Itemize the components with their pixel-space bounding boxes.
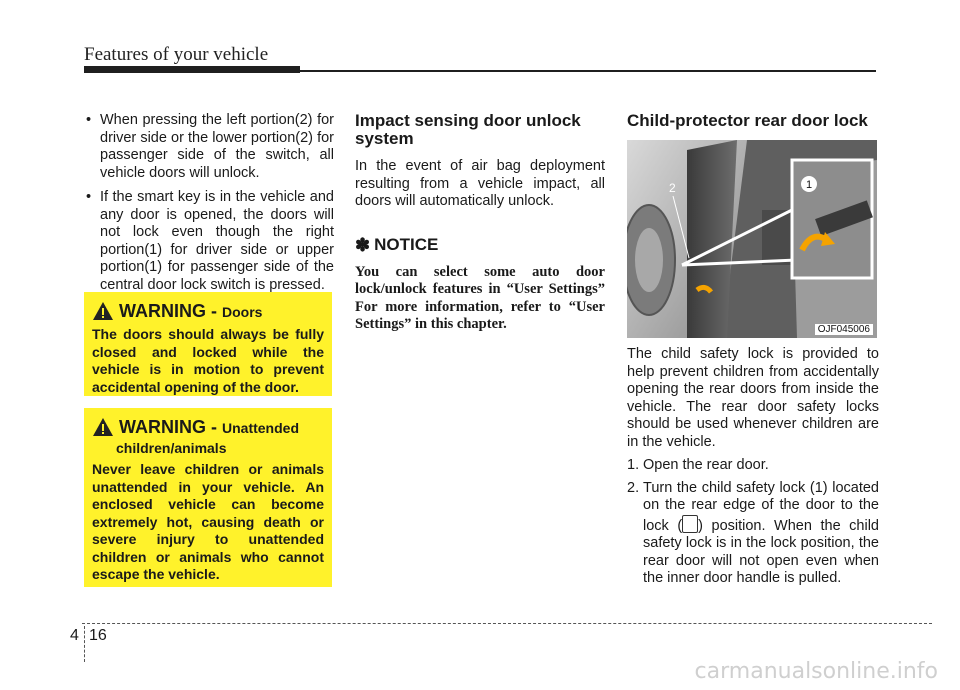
footer-divider: [84, 626, 85, 662]
step-number: 2.: [627, 479, 640, 496]
warning-word: WARNING -: [119, 301, 222, 321]
photo-code-label: OJF045006: [815, 324, 873, 335]
step-item: [627, 480, 879, 588]
notice-title: NOTICE: [374, 235, 439, 254]
watermark: carmanualsonline.info: [694, 659, 938, 684]
header-bar: [84, 66, 300, 73]
page-header-title: Features of your vehicle: [84, 44, 269, 65]
warning-doors-box: [84, 292, 332, 396]
warning-word: WARNING -: [119, 417, 222, 437]
header-rule: [300, 70, 876, 72]
step-item: [627, 457, 879, 475]
notice-body: You can select some auto door lock/unlock features in “User Settings” For more information, refer to “User Settings” in this chapter.: [355, 263, 605, 332]
left-bullet-list: [84, 112, 334, 294]
child-lock-intro: The child safety lock is provided to help prevent children from accidentally opening the rear doors from inside the vehicle. The rear door safety locks should be used whenever children are in the vehicle.: [627, 346, 879, 450]
impact-heading: Impact sensing door unlock system: [355, 111, 581, 148]
warning-topic-continued: children/animals: [116, 440, 227, 456]
left-column: [84, 112, 334, 301]
step-text: Open the rear door.: [643, 457, 769, 473]
middle-column: [355, 112, 605, 334]
warning-triangle-icon: [92, 417, 114, 437]
photo-callout-2: 2: [669, 181, 676, 195]
warning-topic: Unattended: [222, 420, 299, 436]
notice-heading: [355, 235, 605, 256]
child-lock-icon: [682, 515, 698, 533]
child-lock-steps: [627, 457, 879, 588]
page-number: 16: [89, 627, 107, 644]
impact-body: In the event of air bag deployment resulting from a vehicle impact, all doors will automatically unlock.: [355, 158, 605, 209]
warning-topic: Doors: [222, 304, 263, 320]
section-number: 4: [70, 627, 79, 644]
warning-body: The doors should always be fully closed and locked while the vehicle is in motion to prevent accidental opening of the door.: [92, 326, 324, 395]
rear-door-illustration: [627, 140, 877, 338]
bullet-item: • If the smart key is in the vehicle and any door is opened, the doors will not lock even though the right portion(1) for driver side or upper portion(1) for passenger side of the central door lock switch is pressed.: [84, 189, 334, 294]
footer-rule: [82, 623, 932, 624]
step-text-after: ) position. When the child safety lock is in the lock position, the rear door will not open even when the inner door handle is pulled.: [643, 517, 879, 586]
rear-door-photo: [627, 140, 877, 338]
photo-callout-1: 1: [805, 179, 813, 191]
warning-unattended-box: [84, 408, 332, 587]
child-lock-text: [627, 346, 879, 593]
warning-body: Never leave children or animals unattended in your vehicle. An enclosed vehicle can become extremely hot, causing death or severe injury to unattended children or animals who cannot escape the vehicle.: [92, 461, 324, 582]
step-text-before: Turn the child safety lock (1) located on the rear edge of the door to the lock (: [643, 479, 879, 534]
right-column: [627, 112, 879, 140]
notice-star-icon: ✽: [355, 234, 371, 255]
child-lock-heading: Child-protector rear door lock: [627, 111, 868, 130]
bullet-item: • When pressing the left portion(2) for driver side or the lower portion(2) for passenger side of the switch, all vehicle doors will unlock.: [84, 112, 334, 182]
warning-triangle-icon: [92, 301, 114, 321]
step-number: 1.: [627, 457, 640, 473]
